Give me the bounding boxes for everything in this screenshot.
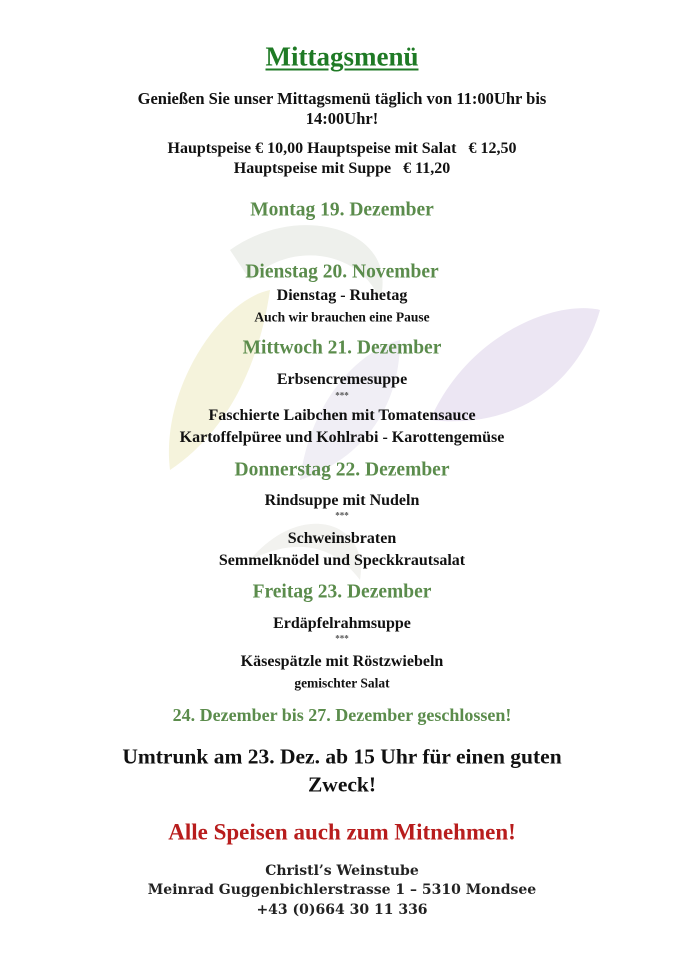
intro-text: Genießen Sie unser Mittagsmenü täglich von 11:00Uhr bis — [137, 88, 547, 108]
separator: *** — [335, 510, 349, 521]
main-dish: Semmelknödel und Speckkrautsalat — [218, 552, 466, 569]
price-line: Hauptspeise € 10,00 Hauptspeise mit Salat € 12,50 — [167, 140, 517, 157]
restaurant-phone: +43 (0)664 30 11 336 — [256, 902, 428, 918]
day-heading: Mittwoch 21. Dezember — [242, 337, 442, 359]
day-note: Auch wir brauchen eine Pause — [254, 309, 430, 325]
closed-notice: 24. Dezember bis 27. Dezember geschlossen! — [172, 705, 512, 725]
soup: Erdäpfelrahmsuppe — [273, 615, 411, 632]
main-dish: Faschierte Laibchen mit Tomatensauce — [208, 407, 476, 424]
page-title: Mittagsmenü — [265, 41, 419, 72]
main-dish: gemischter Salat — [294, 675, 390, 691]
separator: *** — [335, 633, 349, 644]
main-dish: Schweinsbraten — [287, 530, 397, 547]
restaurant-name: Christl’s Weinstube — [265, 863, 419, 879]
main-dish: Kartoffelpüree und Kohlrabi - Karottengemüse — [179, 429, 505, 446]
event-notice: Zweck! — [307, 772, 377, 797]
day-heading: Donnerstag 22. Dezember — [234, 459, 450, 481]
takeaway-notice: Alle Speisen auch zum Mitnehmen! — [168, 819, 516, 845]
intro-text: 14:00Uhr! — [305, 108, 379, 128]
day-heading: Dienstag 20. November — [245, 261, 439, 283]
day-heading: Montag 19. Dezember — [250, 199, 434, 221]
main-dish: Käsespätzle mit Röstzwiebeln — [240, 653, 444, 670]
soup: Erbsencremesuppe — [276, 371, 408, 388]
restaurant-address: Meinrad Guggenbichlerstrasse 1 – 5310 Mondsee — [147, 882, 537, 898]
separator: *** — [335, 390, 349, 401]
price-line: Hauptspeise mit Suppe € 11,20 — [233, 160, 451, 177]
day-note: Dienstag - Ruhetag — [276, 287, 408, 304]
event-notice: Umtrunk am 23. Dez. ab 15 Uhr für einen guten — [122, 744, 562, 769]
soup: Rindsuppe mit Nudeln — [264, 492, 420, 509]
day-heading: Freitag 23. Dezember — [252, 581, 432, 603]
